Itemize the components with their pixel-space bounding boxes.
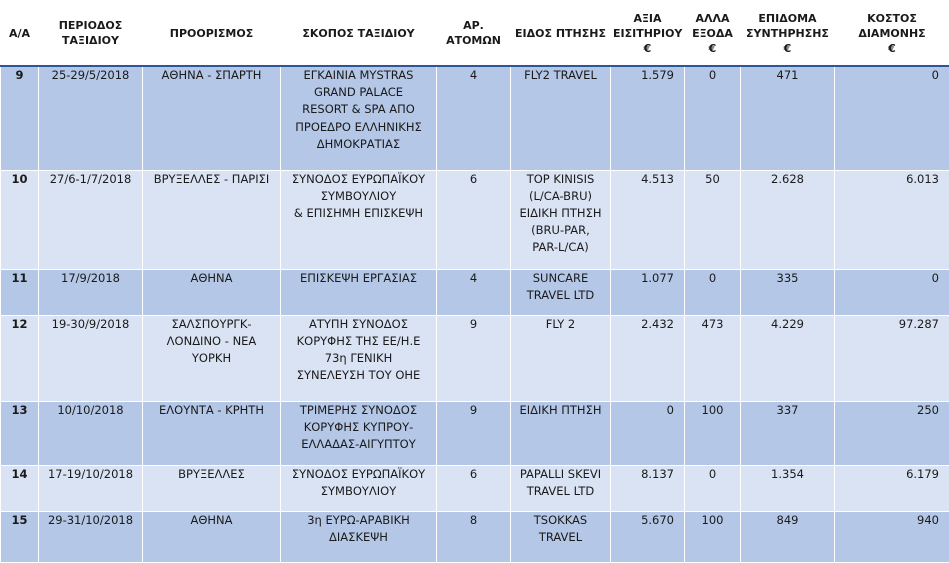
cell-destination-line: ΒΡΥΞΕΛΛΕΣ	[146, 466, 277, 483]
cell-purpose-line: ΑΤΥΠΗ ΣΥΝΟΔΟΣ	[284, 316, 433, 333]
cell-period: 27/6-1/7/2018	[39, 170, 143, 269]
cell-allowance: 337	[741, 401, 835, 465]
cell-period: 19-30/9/2018	[39, 315, 143, 401]
cell-flight-type-line: (BRU-PAR,	[514, 222, 607, 239]
cell-purpose	[281, 269, 437, 315]
cell-ticket-value: 2.432	[611, 315, 685, 401]
cell-purpose-line: ΣΥΜΒΟΥΛΙΟΥ	[284, 483, 433, 500]
cell-flight-type-line: FLY 2	[514, 316, 607, 333]
cell-purpose-line: ΣΥΝΟΔΟΣ ΕΥΡΩΠΑΪΚΟΥ	[284, 171, 433, 188]
header-allowance: ΕΠΙΔΟΜΑ ΣΥΝΤΗΡΗΣΗΣ €	[741, 1, 835, 67]
header-destination: ΠΡΟΟΡΙΣΜΟΣ	[143, 1, 281, 67]
cell-other-expenses: 0	[685, 66, 741, 170]
cell-aa: 12	[1, 315, 39, 401]
cell-aa: 10	[1, 170, 39, 269]
cell-purpose-line: ΣΥΝΟΔΟΣ ΕΥΡΩΠΑΪΚΟΥ	[284, 466, 433, 483]
cell-purpose	[281, 465, 437, 511]
cell-flight-type-line: TRAVEL LTD	[514, 483, 607, 500]
cell-destination	[143, 511, 281, 562]
cell-aa: 9	[1, 66, 39, 170]
cell-purpose-line: ΚΟΡΥΦΗΣ ΚΥΠΡΟΥ-	[284, 419, 433, 436]
cell-stay-cost: 6.179	[835, 465, 949, 511]
table-row	[1, 170, 949, 269]
cell-period: 17/9/2018	[39, 269, 143, 315]
cell-other-expenses: 50	[685, 170, 741, 269]
table-row	[1, 465, 949, 511]
header-persons: ΑΡ. ΑΤΟΜΩΝ	[437, 1, 511, 67]
cell-persons: 9	[437, 315, 511, 401]
header-aa: Α/Α	[1, 1, 39, 67]
cell-period: 25-29/5/2018	[39, 66, 143, 170]
cell-allowance: 1.354	[741, 465, 835, 511]
cell-ticket-value: 4.513	[611, 170, 685, 269]
cell-destination	[143, 66, 281, 170]
header-ticket-value: ΑΞΙΑ ΕΙΣΙΤΗΡΙΟΥ €	[611, 1, 685, 67]
cell-purpose-line: ΣΥΝΕΛΕΥΣΗ ΤΟΥ ΟΗΕ	[284, 367, 433, 384]
cell-purpose-line: & ΕΠΙΣΗΜΗ ΕΠΙΣΚΕΨΗ	[284, 205, 433, 222]
cell-destination-line: ΒΡΥΞΕΛΛΕΣ - ΠΑΡΙΣΙ	[146, 171, 277, 188]
cell-flight-type-line: TSOKKAS	[514, 512, 607, 529]
cell-stay-cost: 97.287	[835, 315, 949, 401]
cell-flight-type	[511, 170, 611, 269]
cell-persons: 6	[437, 465, 511, 511]
table-body	[1, 66, 949, 562]
cell-flight-type	[511, 401, 611, 465]
cell-destination	[143, 401, 281, 465]
cell-stay-cost: 250	[835, 401, 949, 465]
cell-purpose	[281, 401, 437, 465]
table-row	[1, 315, 949, 401]
cell-flight-type-line: TRAVEL LTD	[514, 287, 607, 304]
cell-destination	[143, 465, 281, 511]
table-row	[1, 269, 949, 315]
cell-purpose	[281, 170, 437, 269]
cell-flight-type	[511, 465, 611, 511]
cell-persons: 9	[437, 401, 511, 465]
cell-period: 10/10/2018	[39, 401, 143, 465]
cell-other-expenses: 100	[685, 401, 741, 465]
cell-purpose	[281, 315, 437, 401]
cell-purpose-line: ΔΙΑΣΚΕΨΗ	[284, 529, 433, 546]
cell-ticket-value: 1.579	[611, 66, 685, 170]
cell-allowance: 2.628	[741, 170, 835, 269]
cell-flight-type-line: PAPALLI SKEVI	[514, 466, 607, 483]
cell-flight-type-line: TRAVEL	[514, 529, 607, 546]
cell-allowance: 4.229	[741, 315, 835, 401]
cell-stay-cost: 0	[835, 269, 949, 315]
cell-purpose	[281, 511, 437, 562]
cell-flight-type-line: ΕΙΔΙΚΗ ΠΤΗΣΗ	[514, 205, 607, 222]
cell-ticket-value: 8.137	[611, 465, 685, 511]
cell-flight-type	[511, 269, 611, 315]
cell-purpose-line: 3η ΕΥΡΩ-ΑΡΑΒΙΚΗ	[284, 512, 433, 529]
cell-aa: 15	[1, 511, 39, 562]
header-stay-cost: ΚΟΣΤΟΣ ΔΙΑΜΟΝΗΣ €	[835, 1, 949, 67]
cell-purpose-line: GRAND PALACE	[284, 84, 433, 101]
table-row	[1, 511, 949, 562]
header-flight-type: ΕΙΔΟΣ ΠΤΗΣΗΣ	[511, 1, 611, 67]
cell-stay-cost: 940	[835, 511, 949, 562]
cell-destination	[143, 315, 281, 401]
cell-destination	[143, 170, 281, 269]
cell-other-expenses: 0	[685, 465, 741, 511]
header-purpose: ΣΚΟΠΟΣ ΤΑΞΙΔΙΟΥ	[281, 1, 437, 67]
table-row	[1, 401, 949, 465]
cell-persons: 6	[437, 170, 511, 269]
cell-purpose-line: ΣΥΜΒΟΥΛΙΟΥ	[284, 188, 433, 205]
cell-flight-type-line: TOP KINISIS	[514, 171, 607, 188]
cell-flight-type-line: FLY2 TRAVEL	[514, 67, 607, 84]
cell-purpose	[281, 66, 437, 170]
cell-flight-type-line: (L/CA-BRU)	[514, 188, 607, 205]
cell-destination-line: ΑΘΗΝΑ	[146, 512, 277, 529]
cell-destination-line: ΕΛΟΥΝΤΑ - ΚΡΗΤΗ	[146, 402, 277, 419]
cell-purpose-line: RESORT & SPA ΑΠΟ	[284, 101, 433, 118]
cell-destination	[143, 269, 281, 315]
cell-persons: 4	[437, 269, 511, 315]
cell-destination-line: ΑΘΗΝΑ - ΣΠΑΡΤΗ	[146, 67, 277, 84]
header-period: ΠΕΡΙΟΔΟΣ ΤΑΞΙΔΙΟΥ	[39, 1, 143, 67]
cell-period: 29-31/10/2018	[39, 511, 143, 562]
cell-ticket-value: 0	[611, 401, 685, 465]
cell-stay-cost: 6.013	[835, 170, 949, 269]
cell-destination-line: ΥΟΡΚΗ	[146, 350, 277, 367]
cell-aa: 11	[1, 269, 39, 315]
cell-other-expenses: 473	[685, 315, 741, 401]
cell-flight-type-line: SUNCARE	[514, 270, 607, 287]
cell-other-expenses: 100	[685, 511, 741, 562]
cell-flight-type-line: ΕΙΔΙΚΗ ΠΤΗΣΗ	[514, 402, 607, 419]
cell-flight-type-line: PAR-L/CA)	[514, 239, 607, 256]
cell-purpose-line: ΕΛΛΑΔΑΣ-ΑΙΓΥΠΤΟΥ	[284, 436, 433, 453]
cell-purpose-line: 73η ΓΕΝΙΚΗ	[284, 350, 433, 367]
table-row	[1, 66, 949, 170]
header-other-expenses: ΑΛΛΑ ΕΞΟΔΑ €	[685, 1, 741, 67]
cell-persons: 8	[437, 511, 511, 562]
cell-allowance: 471	[741, 66, 835, 170]
cell-other-expenses: 0	[685, 269, 741, 315]
cell-aa: 14	[1, 465, 39, 511]
cell-flight-type	[511, 315, 611, 401]
cell-purpose-line: ΚΟΡΥΦΗΣ ΤΗΣ ΕΕ/Η.Ε	[284, 333, 433, 350]
cell-purpose-line: ΕΓΚΑΙΝΙΑ MYSTRAS	[284, 67, 433, 84]
cell-stay-cost: 0	[835, 66, 949, 170]
cell-purpose-line: ΔΗΜΟΚΡΑΤΙΑΣ	[284, 136, 433, 153]
cell-period: 17-19/10/2018	[39, 465, 143, 511]
cell-purpose-line: ΠΡΟΕΔΡΟ ΕΛΛΗΝΙΚΗΣ	[284, 119, 433, 136]
cell-ticket-value: 5.670	[611, 511, 685, 562]
cell-persons: 4	[437, 66, 511, 170]
cell-allowance: 335	[741, 269, 835, 315]
cell-flight-type	[511, 511, 611, 562]
cell-destination-line: ΑΘΗΝΑ	[146, 270, 277, 287]
cell-destination-line: ΣΑΛΣΠΟΥΡΓΚ-	[146, 316, 277, 333]
cell-aa: 13	[1, 401, 39, 465]
cell-purpose-line: ΤΡΙΜΕΡΗΣ ΣΥΝΟΔΟΣ	[284, 402, 433, 419]
cell-ticket-value: 1.077	[611, 269, 685, 315]
cell-allowance: 849	[741, 511, 835, 562]
cell-purpose-line: ΕΠΙΣΚΕΨΗ ΕΡΓΑΣΙΑΣ	[284, 270, 433, 287]
cell-flight-type	[511, 66, 611, 170]
cell-destination-line: ΛΟΝΔΙΝΟ - ΝΕΑ	[146, 333, 277, 350]
header-row	[1, 1, 949, 67]
